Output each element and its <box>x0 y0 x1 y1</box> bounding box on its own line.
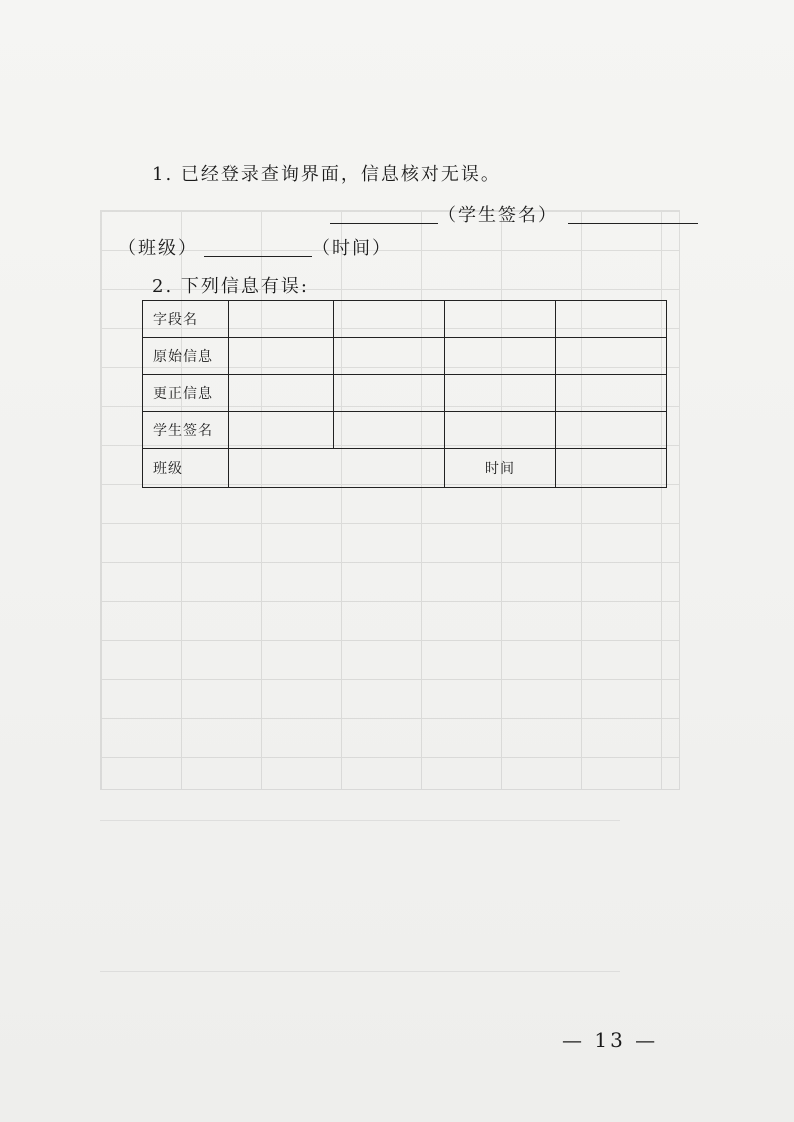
table-cell[interactable] <box>229 412 334 449</box>
table-cell[interactable] <box>334 375 445 412</box>
table-cell[interactable] <box>334 338 445 375</box>
table-cell[interactable] <box>334 412 445 449</box>
table-cell[interactable] <box>445 375 556 412</box>
time-cell[interactable] <box>556 449 667 488</box>
table-row <box>143 338 667 375</box>
time-label: （时间） <box>312 238 392 259</box>
table-row <box>143 375 667 412</box>
signature-line <box>330 201 698 227</box>
class-time-line <box>118 234 392 260</box>
item-1-text: 1. 已经登录查询界面，信息核对无误。 <box>152 164 501 185</box>
table-cell[interactable] <box>556 338 667 375</box>
row-label-original-info: 原始信息 <box>143 338 229 375</box>
table-cell[interactable] <box>445 301 556 338</box>
table-cell[interactable] <box>556 375 667 412</box>
table-row <box>143 449 667 488</box>
time-label-cell: 时间 <box>445 449 556 488</box>
table-cell[interactable] <box>334 301 445 338</box>
class-cell[interactable] <box>229 449 445 488</box>
table-cell[interactable] <box>445 412 556 449</box>
table-cell[interactable] <box>229 301 334 338</box>
table-row <box>143 301 667 338</box>
table-cell[interactable] <box>556 412 667 449</box>
student-signature-label: （学生签名） <box>438 205 558 226</box>
class-label: （班级） <box>118 238 198 259</box>
item-2-text: 2. 下列信息有误: <box>152 276 309 297</box>
table-cell[interactable] <box>445 338 556 375</box>
blank-line <box>330 205 438 224</box>
page-number: — 13 — <box>562 1028 659 1052</box>
table-cell[interactable] <box>229 338 334 375</box>
row-label-class: 班级 <box>143 449 229 488</box>
table-row <box>143 412 667 449</box>
table-cell[interactable] <box>556 301 667 338</box>
table-cell[interactable] <box>229 375 334 412</box>
bleed-through-text <box>100 820 620 972</box>
blank-line <box>204 238 312 257</box>
correction-table <box>142 300 667 488</box>
row-label-student-signature: 学生签名 <box>143 412 229 449</box>
row-label-corrected-info: 更正信息 <box>143 375 229 412</box>
blank-line <box>568 205 698 224</box>
row-label-field-name: 字段名 <box>143 301 229 338</box>
